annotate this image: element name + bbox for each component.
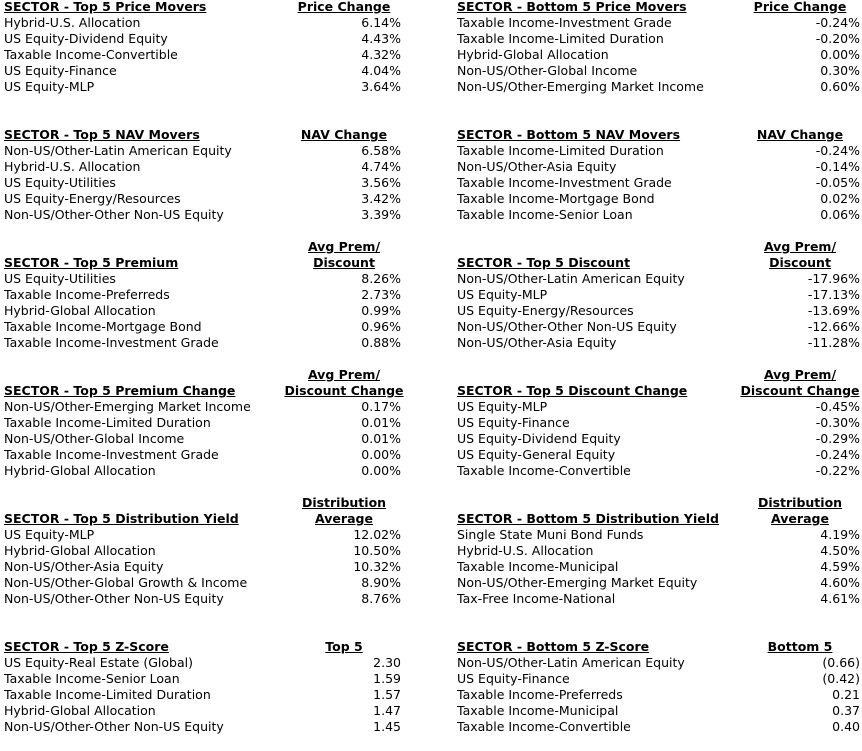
table-row	[457, 143, 860, 159]
table-row	[4, 559, 424, 575]
sector-name: Hybrid-U.S. Allocation	[457, 543, 594, 558]
panel-title: SECTOR - Bottom 5 Distribution Yield	[457, 511, 719, 526]
sector-name: US Equity-Dividend Equity	[4, 31, 168, 46]
metric-header: Distribution Average	[757, 495, 843, 526]
table-row	[457, 447, 860, 463]
sector-value: 6.14%	[361, 15, 401, 30]
sector-name: Hybrid-Global Allocation	[4, 303, 156, 318]
metric-header: Top 5	[325, 639, 363, 654]
sector-name: Non-US/Other-Global Income	[457, 63, 638, 78]
table-row	[4, 415, 424, 431]
sector-value: -0.14%	[815, 159, 860, 174]
sector-name: Non-US/Other-Asia Equity	[457, 159, 617, 174]
table-row	[4, 591, 424, 607]
panel-title: SECTOR - Top 5 Premium Change	[4, 383, 236, 398]
sector-value: 0.01%	[361, 415, 401, 430]
table-row	[4, 175, 424, 191]
table-row	[4, 79, 424, 95]
panel-bottom-z-score	[457, 623, 860, 751]
metric-header: NAV Change	[756, 127, 844, 142]
sector-value: 0.30%	[820, 63, 860, 78]
sector-name: Taxable Income-Preferreds	[457, 687, 623, 702]
table-row	[4, 655, 424, 671]
sector-value: 0.17%	[361, 399, 401, 414]
sector-name: Non-US/Other-Asia Equity	[4, 559, 164, 574]
panel-header	[457, 111, 860, 143]
table-row	[457, 527, 860, 543]
table-row	[4, 671, 424, 687]
sector-value: 1.59	[373, 671, 401, 686]
table-row	[457, 575, 860, 591]
sector-name: US Equity-MLP	[4, 79, 95, 94]
sector-name: Hybrid-Global Allocation	[4, 703, 156, 718]
table-row	[457, 287, 860, 303]
sector-name: Non-US/Other-Other Non-US Equity	[457, 319, 677, 334]
panel-header	[457, 495, 860, 527]
table-row	[4, 271, 424, 287]
table-row	[457, 159, 860, 175]
sector-name: Taxable Income-Convertible	[457, 463, 631, 478]
table-row	[4, 687, 424, 703]
table-row	[4, 47, 424, 63]
sector-value: 0.88%	[361, 335, 401, 350]
sector-value: 3.56%	[361, 175, 401, 190]
table-row	[457, 335, 860, 351]
panel-title: SECTOR - Top 5 Z-Score	[4, 639, 169, 654]
sector-name: Taxable Income-Preferreds	[4, 287, 170, 302]
sector-value: 6.58%	[361, 143, 401, 158]
sector-name: Taxable Income-Mortgage Bond	[4, 319, 202, 334]
panel-top-price-movers	[4, 0, 424, 111]
sector-name: Taxable Income-Limited Duration	[457, 31, 664, 46]
sector-value: 4.04%	[361, 63, 401, 78]
panel-title: SECTOR - Bottom 5 Price Movers	[457, 0, 687, 14]
sector-name: Non-US/Other-Latin American Equity	[457, 271, 685, 286]
sector-name: US Equity-Utilities	[4, 175, 116, 190]
table-row	[4, 543, 424, 559]
panel-title: SECTOR - Bottom 5 Z-Score	[457, 639, 650, 654]
sector-value: 0.37	[832, 703, 860, 718]
panel-header	[457, 0, 860, 15]
table-row	[457, 559, 860, 575]
sector-name: Taxable Income-Convertible	[457, 719, 631, 734]
sector-value: 8.26%	[361, 271, 401, 286]
panel-title: SECTOR - Top 5 NAV Movers	[4, 127, 200, 142]
table-row	[4, 399, 424, 415]
panel-header	[457, 239, 860, 271]
sector-name: US Equity-General Equity	[457, 447, 616, 462]
sector-name: Non-US/Other-Other Non-US Equity	[4, 719, 224, 734]
panel-header	[4, 367, 424, 399]
table-row	[457, 31, 860, 47]
sector-name: Taxable Income-Convertible	[4, 47, 178, 62]
table-row	[4, 15, 424, 31]
panel-top-discount-change	[457, 367, 860, 495]
sector-value: -0.24%	[815, 447, 860, 462]
table-row	[4, 287, 424, 303]
panel-header	[4, 623, 424, 655]
sector-value: 0.02%	[820, 191, 860, 206]
table-row	[457, 671, 860, 687]
sector-value: 4.19%	[820, 527, 860, 542]
sector-value: 4.50%	[820, 543, 860, 558]
table-row	[457, 591, 860, 607]
sector-value: -17.96%	[807, 271, 860, 286]
sector-name: Taxable Income-Mortgage Bond	[457, 191, 655, 206]
sector-value: -0.45%	[815, 399, 860, 414]
panel-top-nav-movers	[4, 111, 424, 239]
table-row	[4, 575, 424, 591]
sector-name: US Equity-MLP	[457, 287, 548, 302]
panel-top-distribution-yield	[4, 495, 424, 623]
sector-name: Taxable Income-Limited Duration	[4, 415, 211, 430]
sector-name: Taxable Income-Investment Grade	[4, 335, 219, 350]
table-row	[4, 335, 424, 351]
sector-name: Non-US/Other-Other Non-US Equity	[4, 207, 224, 222]
sector-value: 10.32%	[353, 559, 401, 574]
panel-header	[4, 495, 424, 527]
sector-value: 0.99%	[361, 303, 401, 318]
sector-name: Taxable Income-Limited Duration	[457, 143, 664, 158]
panel-title: SECTOR - Top 5 Discount	[457, 255, 631, 270]
sector-name: Hybrid-Global Allocation	[457, 47, 609, 62]
sector-name: Hybrid-U.S. Allocation	[4, 15, 141, 30]
table-row	[4, 527, 424, 543]
table-row	[457, 319, 860, 335]
sector-name: Taxable Income-Municipal	[457, 559, 619, 574]
sector-name: US Equity-MLP	[4, 527, 95, 542]
sector-value: 0.96%	[361, 319, 401, 334]
panel-header	[457, 367, 860, 399]
sector-name: Non-US/Other-Emerging Market Income	[4, 399, 251, 414]
table-row	[457, 399, 860, 415]
table-row	[457, 63, 860, 79]
table-row	[457, 15, 860, 31]
table-row	[457, 79, 860, 95]
sector-value: 3.64%	[361, 79, 401, 94]
sector-value: 3.42%	[361, 191, 401, 206]
table-row	[457, 175, 860, 191]
sector-name: Hybrid-U.S. Allocation	[4, 159, 141, 174]
sector-value: 0.00%	[361, 447, 401, 462]
metric-header: Avg Prem/ Discount Change	[284, 367, 404, 398]
panel-header	[4, 239, 424, 271]
sector-name: Hybrid-Global Allocation	[4, 463, 156, 478]
table-row	[457, 47, 860, 63]
panel-header	[4, 111, 424, 143]
table-row	[457, 687, 860, 703]
panel-title: SECTOR - Top 5 Discount Change	[457, 383, 688, 398]
panel-bottom-nav-movers	[457, 111, 860, 239]
sector-value: 2.30	[373, 655, 401, 670]
table-row	[4, 143, 424, 159]
sector-value: (0.66)	[822, 655, 860, 670]
sector-name: Taxable Income-Senior Loan	[4, 671, 180, 686]
table-row	[457, 271, 860, 287]
sector-value: (0.42)	[822, 671, 860, 686]
table-row	[4, 31, 424, 47]
sector-value: 8.76%	[361, 591, 401, 606]
metric-header: Avg Prem/ Discount	[763, 239, 837, 270]
sector-name: Taxable Income-Investment Grade	[457, 175, 672, 190]
metric-header: Avg Prem/ Discount	[307, 239, 381, 270]
panel-top-z-score	[4, 623, 424, 751]
sector-value: 0.60%	[820, 79, 860, 94]
panel-bottom-price-movers	[457, 0, 860, 111]
sector-value: 4.60%	[820, 575, 860, 590]
sector-value: -0.24%	[815, 15, 860, 30]
panel-top-discount	[457, 239, 860, 367]
sector-name: Non-US/Other-Other Non-US Equity	[4, 591, 224, 606]
sector-name: Non-US/Other-Emerging Market Equity	[457, 575, 698, 590]
panel-title: SECTOR - Top 5 Price Movers	[4, 0, 207, 14]
table-row	[4, 463, 424, 479]
sector-value: 4.32%	[361, 47, 401, 62]
table-row	[4, 159, 424, 175]
sector-value: -13.69%	[807, 303, 860, 318]
sector-name: US Equity-Utilities	[4, 271, 116, 286]
sector-name: Non-US/Other-Asia Equity	[457, 335, 617, 350]
sector-value: 0.00%	[820, 47, 860, 62]
table-row	[4, 431, 424, 447]
sector-value: -0.24%	[815, 143, 860, 158]
table-row	[4, 207, 424, 223]
sector-value: 4.61%	[820, 591, 860, 606]
sector-value: -0.05%	[815, 175, 860, 190]
sector-value: 12.02%	[353, 527, 401, 542]
sector-value: 1.47	[373, 703, 401, 718]
sector-name: Taxable Income-Limited Duration	[4, 687, 211, 702]
table-row	[457, 303, 860, 319]
metric-header: Avg Prem/ Discount Change	[740, 367, 860, 398]
sector-value: 1.45	[373, 719, 401, 734]
table-row	[4, 303, 424, 319]
sector-value: 2.73%	[361, 287, 401, 302]
metric-header: Distribution Average	[301, 495, 387, 526]
sector-name: Tax-Free Income-National	[457, 591, 616, 606]
sector-value: 0.00%	[361, 463, 401, 478]
metric-header: Price Change	[297, 0, 391, 14]
table-row	[457, 719, 860, 735]
table-row	[4, 319, 424, 335]
panel-title: SECTOR - Top 5 Premium	[4, 255, 179, 270]
sector-value: 0.21	[832, 687, 860, 702]
sector-name: Non-US/Other-Global Growth & Income	[4, 575, 248, 590]
panel-top-premium-change	[4, 367, 424, 495]
sector-value: 4.59%	[820, 559, 860, 574]
sector-name: Taxable Income-Investment Grade	[4, 447, 219, 462]
sector-value: 1.57	[373, 687, 401, 702]
sector-name: Taxable Income-Municipal	[457, 703, 619, 718]
sector-name: Hybrid-Global Allocation	[4, 543, 156, 558]
sector-value: -0.22%	[815, 463, 860, 478]
table-row	[457, 463, 860, 479]
sector-name: Taxable Income-Investment Grade	[457, 15, 672, 30]
panel-header	[457, 623, 860, 655]
sector-name: US Equity-Dividend Equity	[457, 431, 621, 446]
table-row	[457, 431, 860, 447]
table-row	[457, 543, 860, 559]
sector-name: US Equity-Finance	[4, 63, 117, 78]
sector-name: US Equity-Finance	[457, 671, 570, 686]
sector-name: US Equity-MLP	[457, 399, 548, 414]
sector-name: US Equity-Energy/Resources	[457, 303, 634, 318]
sector-value: -11.28%	[807, 335, 860, 350]
panel-title: SECTOR - Bottom 5 NAV Movers	[457, 127, 681, 142]
table-row	[4, 447, 424, 463]
table-row	[457, 415, 860, 431]
sector-name: Taxable Income-Senior Loan	[457, 207, 633, 222]
metric-header: Price Change	[753, 0, 847, 14]
sector-value: 4.74%	[361, 159, 401, 174]
sector-name: Non-US/Other-Global Income	[4, 431, 185, 446]
panel-bottom-distribution-yield	[457, 495, 860, 623]
sector-value: 0.06%	[820, 207, 860, 222]
table-row	[457, 703, 860, 719]
table-row	[4, 191, 424, 207]
metric-header: NAV Change	[300, 127, 388, 142]
sector-name: Non-US/Other-Latin American Equity	[457, 655, 685, 670]
table-row	[4, 63, 424, 79]
sector-value: 4.43%	[361, 31, 401, 46]
sector-name: US Equity-Energy/Resources	[4, 191, 181, 206]
sector-value: -0.30%	[815, 415, 860, 430]
panel-title: SECTOR - Top 5 Distribution Yield	[4, 511, 239, 526]
panel-top-premium	[4, 239, 424, 367]
sector-name: Single State Muni Bond Funds	[457, 527, 644, 542]
sector-name: US Equity-Real Estate (Global)	[4, 655, 193, 670]
table-row	[457, 655, 860, 671]
sector-value: 10.50%	[353, 543, 401, 558]
table-row	[457, 207, 860, 223]
table-row	[4, 703, 424, 719]
sector-value: 8.90%	[361, 575, 401, 590]
sector-value: 0.40	[832, 719, 860, 734]
sector-value: -0.29%	[815, 431, 860, 446]
sector-value: 0.01%	[361, 431, 401, 446]
table-row	[457, 191, 860, 207]
sector-value: 3.39%	[361, 207, 401, 222]
sector-value: -0.20%	[815, 31, 860, 46]
sector-name: US Equity-Finance	[457, 415, 570, 430]
sector-value: -17.13%	[807, 287, 860, 302]
sector-name: Non-US/Other-Emerging Market Income	[457, 79, 704, 94]
sector-name: Non-US/Other-Latin American Equity	[4, 143, 232, 158]
table-row	[4, 719, 424, 735]
metric-header: Bottom 5	[767, 639, 833, 654]
panel-header	[4, 0, 424, 15]
sector-value: -12.66%	[807, 319, 860, 334]
